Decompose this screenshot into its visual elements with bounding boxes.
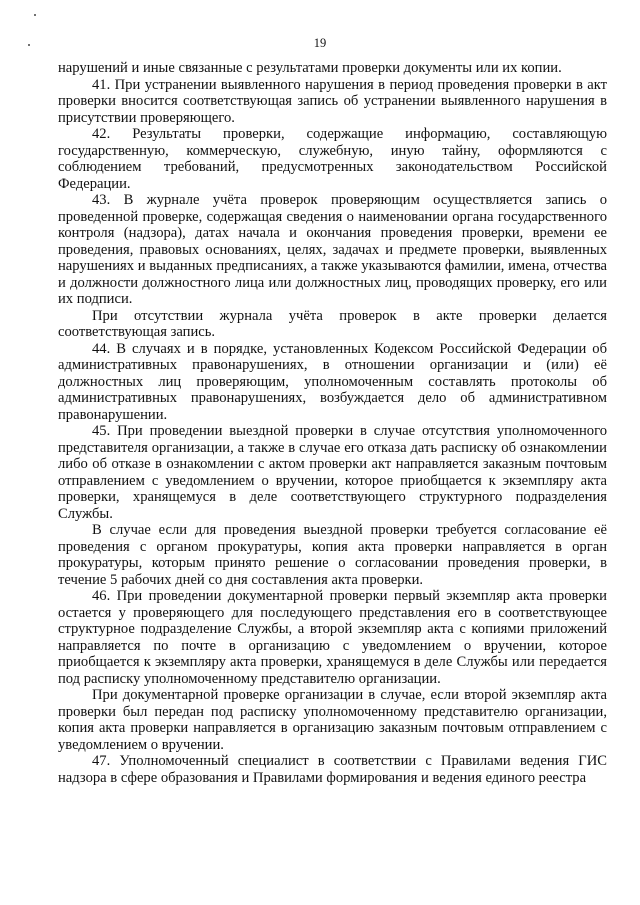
paragraph-continuation: нарушений и иные связанные с результатами проверки документы или их копии. <box>58 60 562 76</box>
paragraph-45: 45. При проведении выездной проверки в случае отсутствия уполномоченного представителя организации, а также в случае его отказа дать расписку об ознакомлении либо об отказе в ознакомлении с актом проверки акт направляется заказным почтовым отправлением с уведомлением о вручении, которое приобщается к экземпляру акта проверки, хранящемуся в деле соответствующего структурного подразделения Службы. <box>58 423 607 522</box>
paragraph-41: 41. При устранении выявленного нарушения в период проведения проверки в акт проверки вносится соответствующая запись об устранении выявленного нарушения в присутствии проверяющего. <box>58 76 607 126</box>
paragraph-45-note: В случае если для проведения выездной проверки требуется согласование её проведения с органом прокуратуры, копия акта проверки направляется в орган прокуратуры, которым принято решение о согласовании проведения проверки, в течение 5 рабочих дней со дня составления акта проверки. <box>58 522 607 588</box>
paragraph-46-note: При документарной проверке организации в случае, если второй экземпляр акта проверки был передан под расписку уполномоченному представителю организации, копия акта проверки направляется в организацию заказным почтовым отправлением с уведомлением о вручении. <box>58 687 607 753</box>
page-number: 19 <box>313 36 327 50</box>
paragraph-43: 43. В журнале учёта проверок проверяющим осуществляется запись о проведенной проверке, содержащая сведения о наименовании органа государственного контроля (надзора), датах начала и окончания проведения проверки, времени ее проведения, правовых основаниях, целях, задачах и предмете проверки, выявленных нарушениях и выданных предписаниях, а также указываются фамилии, имена, отчества и должности должностного лица или должностных лиц, проводящих проверку, его или их подписи. <box>58 192 607 307</box>
paragraph-42: 42. Результаты проверки, содержащие информацию, составляющую государственную, коммерческую, служебную, иную тайну, оформляются с соблюдением требований, предусмотренных законодательством Российской Федерации. <box>58 126 607 192</box>
paragraph-47: 47. Уполномоченный специалист в соответствии с Правилами ведения ГИС надзора в сфере образования и Правилами формирования и ведения единого реестра <box>58 753 607 786</box>
scan-speck <box>34 14 36 16</box>
paragraph-43-note: При отсутствии журнала учёта проверок в акте проверки делается соответствующая запись. <box>58 307 607 340</box>
document-body <box>58 60 607 786</box>
paragraph-46: 46. При проведении документарной проверки первый экземпляр акта проверки остается у проверяющего для последующего представления его в соответствующее структурное подразделение Службы, а второй экземпляр акта с копиями приложений направляется по почте в организацию с уведомлением о вручении, которое приобщается к экземпляру акта проверки, хранящемуся в деле Службы или передается под расписку уполномоченному представителю организации. <box>58 588 607 687</box>
paragraph-44: 44. В случаях и в порядке, установленных Кодексом Российской Федерации об административных правонарушениях, в отношении организации и (или) её должностных лиц проверяющим, уполномоченным составлять протоколы об административных правонарушениях, возбуждается дело об административном правонарушении. <box>58 340 607 423</box>
